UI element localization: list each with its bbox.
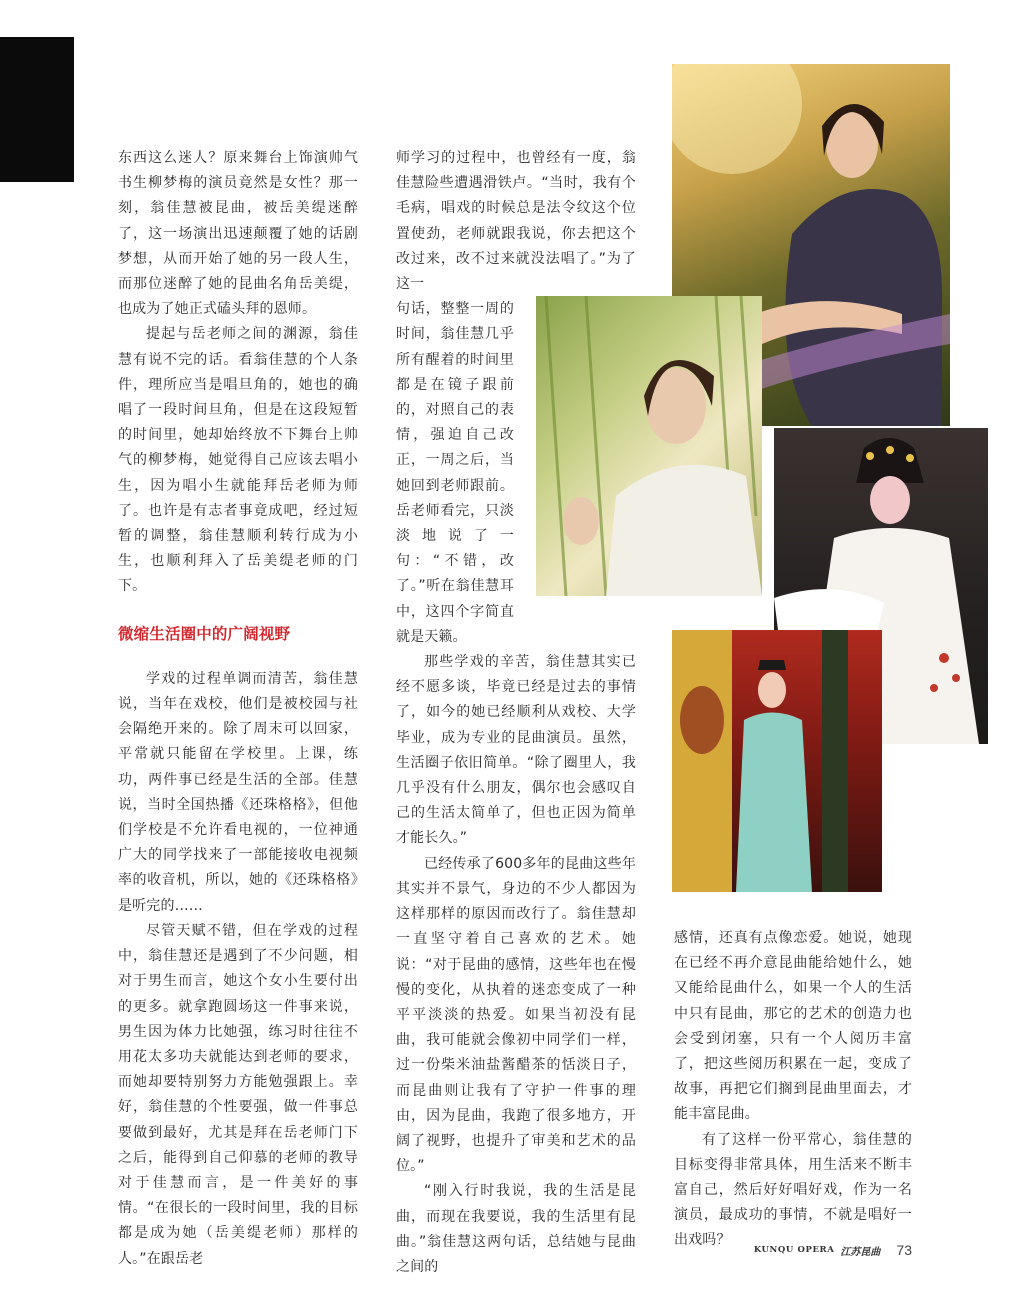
magazine-name-chinese: 江苏昆曲 [840, 1246, 881, 1258]
paragraph: 东西这么迷人？原来舞台上饰演帅气书生柳梦梅的演员竟然是女性？那一刻，翁佳慧被昆曲，被岳美缇迷醉了，这一场演出迅速颠覆了她的话剧梦想，从而开始了她的另一段人生，而那位迷醉了她的昆曲名角岳美缇，也成为了她正式磕头拜的恩师。 [118, 150, 358, 318]
paragraph: 那些学戏的辛苦，翁佳慧其实已经不愿多谈，毕竟已经是过去的事情了，如今的她已经顺利从戏校、大学毕业，成为专业的昆曲演员。虽然，生活圈子依旧简单。“除了圈里人，我几乎没有什么朋友，偶尔也会感叹自己的生活太简单了，但也正因为简单才能长久。” [396, 654, 636, 847]
paragraph: 学戏的过程单调而清苦，翁佳慧说，当年在戏校，他们是被校园与社会隔绝开来的。除了周末可以回家，平常就只能留在学校里。上课，练功，两件事已经是生活的全部。佳慧说，当时全国热播《还珠格格》，但他们学校是不允许看电视的，一位神通广大的同学找来了一部能接收电视频率的收音机，所以，她的《还珠格格》是听完的…… [118, 670, 358, 914]
text-column-1 [118, 146, 358, 1272]
magazine-name: KUNQU OPERA [753, 1245, 835, 1255]
text-column-3 [674, 926, 912, 1254]
page-footer [754, 1240, 912, 1260]
paragraph: 已经传承了600多年的昆曲这些年其实并不景气，身边的不少人都因为这样那样的原因而改行了。翁佳慧却一直坚守着自己喜欢的艺术。她说：“对于昆曲的感情，这些年也在慢慢的变化，从执着的迷恋变成了一种平平淡淡的热爱。如果当初没有昆曲，我可能就会像初中同学们一样，过一份柴米油盐酱醋茶的恬淡日子，而昆曲则让我有了守护一件事的理由，因为昆曲，我跑了很多地方，开阔了视野，也提升了审美和艺术的品位。” [396, 855, 636, 1175]
portrait-photo-willow [536, 296, 762, 596]
paragraph: 尽管天赋不错，但在学戏的过程中，翁佳慧还是遇到了不少问题，相对于男生而言，她这个女小生要付出的更多。就拿跑圆场这一件事来说，男生因为体力比她强，练习时往往不用花太多功夫就能达到老师的要求，而她却要特别努力方能勉强跟上。幸好，翁佳慧的个性要强，做一件事总要做到最好，尤其是拜在岳老师门下之后，能得到自己仰慕的老师的教导对于佳慧而言，是一件美好的事情。“在很长的一段时间里，我的目标都是成为她（岳美缇老师）那样的人。”在跟岳老 [118, 922, 358, 1267]
black-section-tab [0, 37, 74, 182]
paragraph: 提起与岳老师之间的渊源，翁佳慧有说不完的话。看翁佳慧的个人条件，理所应当是唱旦角的，她也的确唱了一段时间旦角，但是在这段短暂的时间里，她却始终放不下舞台上帅气的柳梦梅，她觉得自己应该去唱小生，因为唱小生就能拜岳老师为师了。也许是有志者事竟成吧，经过短暂的调整，翁佳慧顺利转行成为小生，也顺利拜入了岳美缇老师的门下。 [118, 326, 358, 595]
paragraph: 师学习的过程中，也曾经有一度，翁佳慧险些遭遇滑铁卢。“当时，我有个毛病，唱戏的时候总是法令纹这个位置使劲，老师就跟我说，你去把这个改过来，改不过来就没法唱了。”为了这一 [396, 150, 636, 293]
paragraph-narrow: 句话，整整一周的时间，翁佳慧几乎所有醒着的时间里都是在镜子跟前的，对照自己的表情，强迫自己改正，一周之后，当她回到老师跟前。岳老师看完，只淡淡地说了一句：“不错，改了。”听在翁佳慧耳中，这四个字简直就是天籁。 [396, 301, 514, 645]
section-heading: 微缩生活圈中的广阔视野 [118, 624, 291, 643]
paragraph: 感情，还真有点像恋爱。她说，她现在已经不再介意昆曲能给她什么，她又能给昆曲什么，如果一个人的生活中只有昆曲，那它的艺术的创造力也会受到闭塞，只有一个人阅历丰富了，把这些阅历积累在一起，变成了故事，再把它们搁到昆曲里面去，才能丰富昆曲。 [674, 930, 912, 1123]
opera-costume-photo-stage [672, 630, 882, 892]
paragraph: 有了这样一份平常心，翁佳慧的目标变得非常具体，用生活来不断丰富自己，然后好好唱好戏，作为一名演员，最成功的事情，不就是唱好一出戏吗？ [674, 1131, 912, 1249]
paragraph: “刚入行时我说，我的生活是昆曲，而现在我要说，我的生活里有昆曲。”翁佳慧这两句话，总结她与昆曲之间的 [396, 1183, 636, 1275]
page-number: 73 [896, 1242, 912, 1258]
